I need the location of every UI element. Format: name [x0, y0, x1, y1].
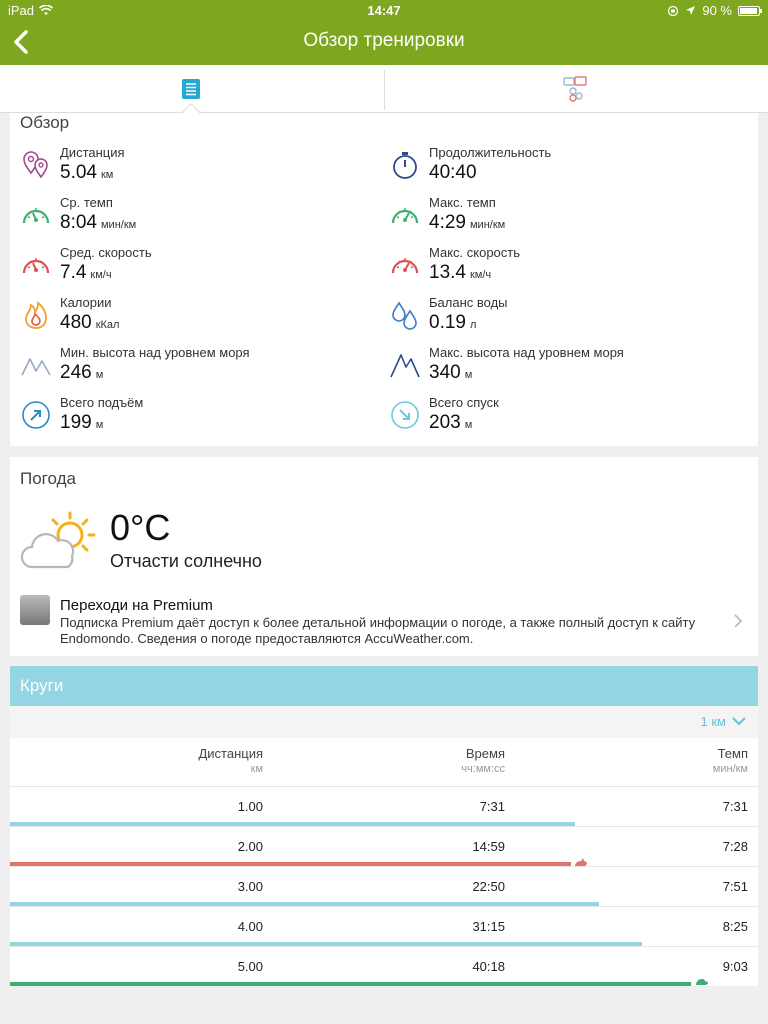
weather-card — [10, 457, 758, 656]
lap-distance: 3.00 — [237, 879, 263, 894]
partly-sunny-icon — [20, 509, 100, 571]
premium-icon — [20, 595, 50, 625]
metric-value: 480 — [60, 312, 92, 333]
comments-icon — [563, 76, 587, 102]
header-label: Дистанция — [198, 746, 263, 761]
status-bar — [0, 0, 768, 22]
laps-header — [10, 666, 758, 706]
metric-value: 340 — [429, 362, 461, 383]
metric-label: Макс. высота над уровнем моря — [429, 345, 624, 360]
laps-table — [10, 738, 758, 986]
lap-pace: 7:28 — [722, 839, 748, 854]
lock-rotation-icon — [667, 5, 679, 17]
lap-time: 14:59 — [472, 839, 505, 854]
chevron-right-icon[interactable] — [732, 613, 744, 629]
metric-value: 4:29 — [429, 212, 466, 233]
metric-value: 8:04 — [60, 212, 97, 233]
column-header-pace — [713, 746, 748, 775]
metric-label: Баланс воды — [429, 295, 508, 310]
speedometer-icon — [20, 199, 52, 231]
speedometer-icon — [20, 249, 52, 281]
metric-label: Сред. скорость — [60, 245, 152, 260]
ascent-icon — [20, 399, 52, 431]
metric-unit: км/ч — [90, 269, 112, 281]
weather-temperature: 0°C — [110, 507, 171, 548]
flame-icon — [20, 299, 52, 331]
lap-time: 31:15 — [472, 919, 505, 934]
metric-label: Мин. высота над уровнем моря — [60, 345, 250, 360]
header-unit: мин/км — [712, 763, 748, 775]
device-label: iPad — [8, 3, 35, 18]
metric-unit: км/ч — [469, 269, 492, 281]
table-row — [10, 866, 758, 906]
metric-unit: мин/км — [100, 219, 137, 231]
premium-text[interactable]: Подписка Premium даёт доступ к более детальной информации о погоде, а также полный доступ к сайту Endomondo. Сведения о погоде предоставляются AccuWeather.com. — [60, 615, 696, 646]
lap-distance: 1.00 — [237, 799, 263, 814]
page-title: Обзор тренировки — [303, 30, 465, 51]
clock: 14:47 — [367, 3, 401, 18]
column-header-distance — [198, 746, 263, 775]
column-header-time — [461, 746, 505, 775]
metric-unit: км — [100, 169, 114, 181]
lap-length-selector[interactable] — [10, 706, 758, 738]
mountains-icon — [20, 349, 52, 381]
metric-label: Дистанция — [60, 145, 125, 160]
lap-pace: 7:31 — [722, 799, 748, 814]
metric-label: Ср. темп — [60, 195, 113, 210]
header-label: Время — [465, 746, 505, 761]
table-row — [10, 906, 758, 946]
lap-distance: 2.00 — [237, 839, 263, 854]
overview-card — [10, 113, 758, 446]
turtle-icon — [694, 977, 708, 987]
table-row — [10, 826, 758, 866]
metric-label: Макс. темп — [429, 195, 496, 210]
header-label: Темп — [717, 746, 748, 761]
lap-time: 22:50 — [472, 879, 505, 894]
table-row — [10, 786, 758, 826]
metric-label: Всего спуск — [429, 395, 499, 410]
metric-label: Макс. скорость — [429, 245, 521, 260]
metric-value: 5.04 — [60, 162, 97, 183]
metric-label: Продолжительность — [429, 145, 552, 160]
lap-pace: 7:51 — [722, 879, 748, 894]
stopwatch-icon — [389, 149, 421, 181]
location-arrow-icon — [685, 5, 696, 16]
metric-value: 7.4 — [60, 262, 87, 283]
metric-value: 199 — [60, 412, 92, 433]
lap-distance: 4.00 — [237, 919, 263, 934]
overview-title: Обзор — [20, 113, 70, 132]
lap-length-value[interactable]: 1 км — [700, 714, 726, 729]
top-bar — [0, 0, 768, 65]
tab-comments[interactable] — [385, 65, 768, 112]
metric-label: Калории — [60, 295, 112, 310]
header-unit: км — [250, 763, 263, 775]
weather-title: Погода — [20, 469, 76, 488]
location-pins-icon — [20, 149, 52, 181]
metric-unit: кКал — [95, 319, 120, 331]
chevron-down-icon[interactable] — [732, 717, 746, 726]
water-drops-icon — [389, 299, 421, 331]
metric-unit: л — [469, 319, 477, 331]
battery-icon — [738, 6, 760, 16]
descent-icon — [389, 399, 421, 431]
metric-value: 13.4 — [429, 262, 466, 283]
speedometer-icon — [389, 249, 421, 281]
header-unit: чч:мм:сс — [461, 763, 505, 775]
lap-time: 7:31 — [479, 799, 505, 814]
weather-condition: Отчасти солнечно — [110, 551, 262, 571]
tab-bar — [0, 65, 768, 113]
lap-distance: 5.00 — [237, 959, 263, 974]
metric-unit: м — [464, 419, 473, 431]
metric-unit: м — [95, 419, 104, 431]
lap-pace: 8:25 — [722, 919, 748, 934]
speedometer-icon — [389, 199, 421, 231]
metric-label: Всего подъём — [60, 395, 144, 410]
lap-time: 40:18 — [472, 959, 505, 974]
list-icon — [182, 79, 200, 99]
metric-unit: м — [95, 369, 104, 381]
metric-unit: мин/км — [469, 219, 506, 231]
laps-title: Круги — [20, 676, 64, 695]
metric-value: 246 — [60, 362, 92, 383]
premium-title[interactable]: Переходи на Premium — [60, 597, 213, 614]
battery-percent: 90 % — [702, 3, 732, 18]
lap-pace: 9:03 — [722, 959, 748, 974]
mountains-icon — [389, 349, 421, 381]
metric-value: 203 — [429, 412, 461, 433]
metric-unit: м — [464, 369, 473, 381]
metric-value: 40:40 — [429, 162, 477, 183]
metric-value: 0.19 — [429, 312, 466, 333]
table-row — [10, 946, 758, 986]
lap-pace-bar — [10, 982, 691, 986]
